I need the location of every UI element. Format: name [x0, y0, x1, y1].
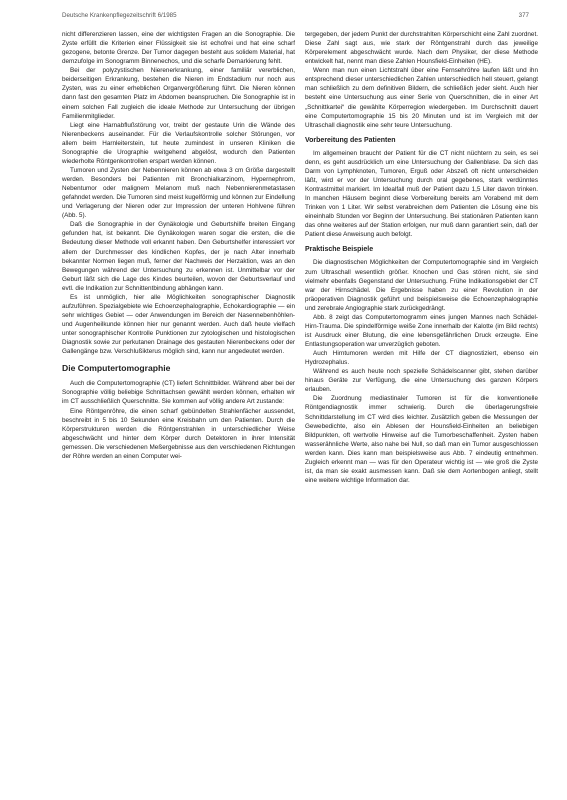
paragraph: Tumoren und Zysten der Nebennieren können ab etwa 3 cm Größe dargestellt werden. Besonders bei Patienten mit Bronchialkarzinom, Hypernephrom, Nebentumor oder malignem Melanom muß nach Nebennierenmetastasen gefahndet werden. Die Tumoren sind meist kugelförmig und können zur Eindellung und Verlagerung der Nieren oder zur Impression der unteren Hohlvene führen (Abb. 5). — [62, 166, 295, 220]
journal-title: Deutsche Krankenpflegezeitschrift 6/1985 — [62, 12, 177, 19]
right-column — [305, 30, 538, 485]
subsection-heading: Praktische Beispiele — [305, 246, 374, 254]
paragraph: Abb. 8 zeigt das Computertomogramm eines jungen Mannes nach Schädel-Hirn-Trauma. Die spindelförmige weiße Zone innerhalb der Kalotte (im Bild rechts) ist Ausdruck einer Blutung, die eine lebensgefährlichen Druck erzeugte. Eine Entlastungsoperation war unverzüglich geboten. — [305, 313, 538, 348]
paragraph: Auch Hirntumoren werden mit Hilfe der CT diagnostiziert, ebenso ein Hydrozephalus. — [305, 350, 538, 367]
left-column — [62, 30, 295, 461]
paragraph: Auch die Computertomographie (CT) liefert Schnittbilder. Während aber bei der Sonographie völlig beliebige Schnittachsen gewählt werden können, erhalten wir im CT ausschließlich Querschnitte. Sie kommen auf völlig andere Art zustande: — [62, 380, 295, 406]
paragraph: Die diagnostischen Möglichkeiten der Computertomographie sind im Vergleich zum Ultraschall wesentlich größer. Knochen und Gas stören nicht, sie sind vielmehr ebenfalls Gegenstand der Untersuchung. Frühe Indikationsgebiet der CT war der Hirnschädel. Die Ergebnisse haben zu einer Revolution in der präoperativen Diagnostik geführt und beispielsweise die Echoenzephalographie und zerebrale Angiographie stark zurückgedrängt. — [305, 259, 538, 312]
running-header — [62, 12, 529, 22]
section-heading: Die Computertomographie — [62, 363, 171, 374]
paragraph: Während es auch heute noch spezielle Schädelscanner gibt, stehen darüber hinaus Geräte zur Verfügung, die eine Untersuchung des ganzen Körpers erlauben. — [305, 368, 538, 394]
paragraph: Bei der polyzystischen Nierenerkrankung, einer familiär vererblichen, beiderseitigen Erkrankung, bestehen die Nieren im Endstadium nur noch aus Zysten, was zu einer erheblichen Organvergrößerung führt. Die Nieren können dann fast den gesamten Platz im Abdomen beanspruchen. Die Sonographie ist in einem solchen Fall zugleich die ideale Methode zur Untersuchung der übrigen Familienmitglieder. — [62, 67, 295, 120]
subsection-heading: Vorbereitung des Patienten — [305, 136, 396, 144]
paragraph: tergegeben, der jedem Punkt der durchstrahlten Körperschicht eine Zahl zuordnet. Diese Zahl sagt aus, wie stark der Röntgenstrahl durch das jeweilige Körperelement abgeschwächt wurde. Nach dem Physiker, der diese Methode entwickelt hat, nennt man diese Zahlen Hounsfield-Einheiten (HE). — [305, 31, 538, 66]
paragraph: Wenn man nun einen Lichtstrahl über eine Fernsehröhre laufen läßt und ihn entsprechend dieser unterschiedlichen Zahlen unterschiedlich hell steuert, gelangt man schließlich zu dem definitiven Bildern, die schließlich jeder sieht. Auch hier besteht eine Untersuchung aus einer Serie von Querschnitten, die in einer Art „Schnittkartei“ die gewählte Körperregion wiedergeben. Im Durchschnitt dauert eine Computertomographie 15 bis 20 Minuten und ist im Vergleich mit der Ultraschall diagnostik eine sehr teure Untersuchung. — [305, 67, 538, 129]
paragraph: Daß die Sonographie in der Gynäkologie und Geburtshilfe breiten Eingang gefunden hat, ist bekannt. Die Gynäkologen waren sogar die ersten, die die Bedeutung dieser Methode voll erkannt haben. Den Geburtshelfer interessiert vor allem der Durchmesser des kindlichen Kopfes, der je nach Alter innerhalb bekannter Normen liegen muß, ferner der Nachweis der Herzaktion, was an den Bewegungen während der Untersuchung zu erkennen ist. Unmittelbar vor der Geburt läßt sich die Lage des Kindes beurteilen, wovon der Geburtsverlauf und evtl. die Indikation zur Schnittentbindung abhängen kann. — [62, 221, 295, 292]
paragraph: Liegt eine Harnabflußstörung vor, treibt der gestaute Urin die Wände des Nierenbeckens auseinander. Für die Verlaufskontrolle solcher Störungen, vor allem beim Harnleiterstein, tut heute zumindest in unseren Kliniken die Sonographie die Urographie weitgehend abgelöst, wodurch den Patienten wiederholte Röntgenkontrollen erspart werden können. — [62, 121, 295, 165]
paragraph: Die Zuordnung mediastinaler Tumoren ist für die konventionelle Röntgendiagnostik immer schwierig. Durch die überlagerungsfreie Schnittdarstellung im CT wird dies leichter. Zusätzlich geben die Messungen der Gewebedichte, also ein Ablesen der Hounsfield-Einheiten an beliebigen Bildpunkten, oft wertvolle Hinweise auf die Tumorbeschaffenheit. Zysten haben wasserähnliche Werte, also nahe bei Null, so daß man ein Tumor ausgeschlossen werden kann. Dies kann man beispielsweise aus Abb. 7 eindeutig entnehmen. Zugleich erkennt man — was für den Operateur wichtig ist — wie groß die Zyste ist, da man sie exakt ausmessen kann. Daß sie dem Aortenbogen anliegt, stellt eine weitere wichtige Information dar. — [305, 395, 538, 484]
paragraph: Eine Röntgenröhre, die einen scharf gebündelten Strahlenfächer aussendet, beschreibt in 5 bis 10 Sekunden eine Kreisbahn um den Patienten. Durch die Körperstrukturen werden die Röntgenstrahlen in unterschiedlicher Weise abgeschwächt und hinter dem Körper durch Detektoren in ihrer Intensität gemessen. Die verschiedenen Meßergebnisse aus den verschiedenen Richtungen der Röhre werden an einen Computer wei- — [62, 407, 295, 460]
paragraph: nicht differenzieren lassen, eine der wichtigsten Fragen an die Sonographie. Die Zyste erfüllt die Kriterien einer Flüssigkeit sie ist echofrei und hat eine scharf gezogene, betonte Grenze. Der Tumor dagegen besteht aus solidem Material, hat demzufolge im Sonogramm Binnenechos, und die scharfe Demarkierung fehlt. — [62, 31, 295, 66]
page-number: 377 — [518, 12, 529, 19]
paragraph: Es ist unmöglich, hier alle Möglichkeiten sonographischer Diagnostik aufzuführen. Spezialgebiete wie Echoenzephalographie, Echokardiographie — ein sehr wichtiges Gebiet — oder Anwendungen im Bereich der Nasennebenhöhlen- und Augenheilkunde können hier nur genannt werden. Auch daß heute vielfach unter sonographischer Kontrolle Punktionen zur zytologischen und histologischen Diagnostik sowie zur perkutanen Drainage des gestauten Nierenbeckens oder der Gallengänge bzw. Verschlußikterus möglich sind, kann nur angedeutet werden. — [62, 293, 295, 356]
paragraph: Im allgemeinen braucht der Patient für die CT nicht nüchtern zu sein, es sei denn, es geht ausdrücklich um eine Untersuchung der Gallenblase. Da sich das Darm von Lymphknoten, Tumoren, Erguß oder Abszeß oft nicht unterscheiden läßt, wird er vor der Untersuchung durch oral gegebenes, stark verdünntes Kontrastmittel markiert. Im Idealfall muß der Patient dazu 1,5 Liter davon trinken. In manchen Häusern beginnt diese Vorbereitung bereits am Vorabend mit dem Trinken von 1 Liter. Wir selbst verabreichen dem Patienten die Lösung eine bis eineinhalb Stunden vor Beginn der Untersuchung. Bei stationären Patienten kann das ohne weiteres auf der Station erfolgen, nur muß dann garantiert sein, daß der Patient diese Anweisung auch befolgt. — [305, 149, 538, 239]
